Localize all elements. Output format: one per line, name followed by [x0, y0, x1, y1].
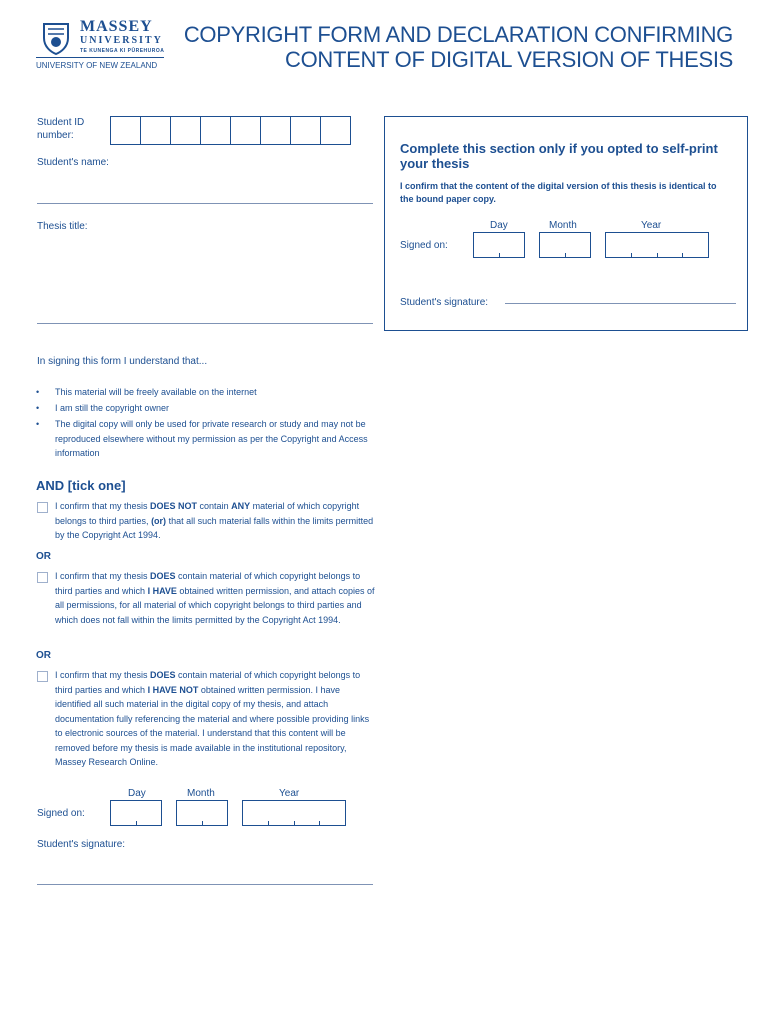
option-1-checkbox[interactable] [37, 502, 48, 513]
logo-country: UNIVERSITY OF NEW ZEALAND [36, 61, 158, 70]
form-title-line2: CONTENT OF DIGITAL VERSION OF THESIS [285, 47, 733, 72]
panel-signed-on-label: Signed on: [400, 240, 448, 251]
panel-signature-label: Student's signature: [400, 297, 489, 308]
student-name-field[interactable] [37, 203, 373, 204]
logo-maori-tagline: TE KUNENGA KI PŪREHUROA [80, 48, 165, 54]
footer-day-field[interactable] [110, 800, 162, 826]
self-print-note: I confirm that the content of the digital version of this thesis is identical to the bound paper copy. [400, 181, 717, 204]
footer-year-label: Year [279, 788, 300, 799]
option-1-text: I confirm that my thesis DOES NOT contain ANY material of which copyright belongs to third parties, (or) that all such material falls within the limits permitted by the Copyright Act 1994. [55, 501, 374, 540]
bullet-marker: • [36, 419, 40, 429]
id-digit-box[interactable] [321, 117, 350, 144]
form-title-line1: COPYRIGHT FORM AND DECLARATION CONFIRMING [183, 22, 733, 47]
panel-year-label: Year [641, 220, 662, 231]
thesis-title-label: Thesis title: [37, 221, 88, 232]
panel-day-label: Day [490, 220, 508, 231]
bullet-marker: • [36, 403, 40, 413]
bullet-marker: • [36, 387, 40, 397]
bullet-item: This material will be freely available on the internet [55, 387, 257, 397]
footer-signature-field[interactable] [37, 884, 373, 885]
id-digit-box[interactable] [201, 117, 231, 144]
option-2-checkbox[interactable] [37, 572, 48, 583]
student-id-label: Student ID number: [37, 117, 85, 141]
logo-university: UNIVERSITY [80, 35, 163, 46]
footer-month-label: Month [187, 788, 215, 799]
bullet-item: I am still the copyright owner [55, 403, 170, 413]
panel-day-field[interactable] [473, 232, 525, 258]
panel-signature-field[interactable] [505, 303, 736, 304]
id-digit-box[interactable] [171, 117, 201, 144]
panel-year-field[interactable] [605, 232, 709, 258]
or-label: OR [36, 650, 51, 661]
option-3-checkbox[interactable] [37, 671, 48, 682]
form-title [184, 22, 733, 72]
thesis-title-field[interactable] [37, 323, 373, 324]
option-3-text: I confirm that my thesis DOES contain material of which copyright belongs to third parties and which I HAVE NOT obtained written permission. I have identified all such material in the digital copy of my thesis, and attach documentation fully referencing the material and where possible providing links to electronic sources of the material. I understand that this content will be removed before my thesis is made available in the institutional repository, Massey Research Online. [55, 670, 370, 767]
student-id-field[interactable] [110, 116, 351, 145]
tick-one-heading: AND [tick one] [36, 478, 126, 493]
footer-year-field[interactable] [242, 800, 346, 826]
student-name-label: Student's name: [37, 157, 109, 168]
understanding-intro: In signing this form I understand that... [37, 356, 208, 367]
massey-crest-icon [38, 20, 74, 56]
logo-name: MASSEY [80, 18, 153, 35]
bullet-item: The digital copy will only be used for private research or study and may not be reproduced elsewhere without my permission as per the Copyright and Access information [55, 419, 368, 458]
panel-month-field[interactable] [539, 232, 591, 258]
self-print-heading: Complete this section only if you opted to self-print your thesis [400, 141, 718, 171]
id-digit-box[interactable] [111, 117, 141, 144]
footer-signed-on-label: Signed on: [37, 808, 85, 819]
logo-divider [36, 57, 164, 58]
footer-month-field[interactable] [176, 800, 228, 826]
footer-day-label: Day [128, 788, 146, 799]
id-digit-box[interactable] [141, 117, 171, 144]
id-digit-box[interactable] [261, 117, 291, 144]
or-label: OR [36, 551, 51, 562]
option-2-text: I confirm that my thesis DOES contain material of which copyright belongs to third parties and which I HAVE obtained written permission, and attach copies of all permissions, for all material of which copyright belongs to third parties and which does not fall within the limits permitted by the Copyright Act 1994. [55, 571, 375, 625]
id-digit-box[interactable] [231, 117, 261, 144]
id-digit-box[interactable] [291, 117, 321, 144]
footer-signature-label: Student's signature: [37, 839, 126, 850]
panel-month-label: Month [549, 220, 577, 231]
